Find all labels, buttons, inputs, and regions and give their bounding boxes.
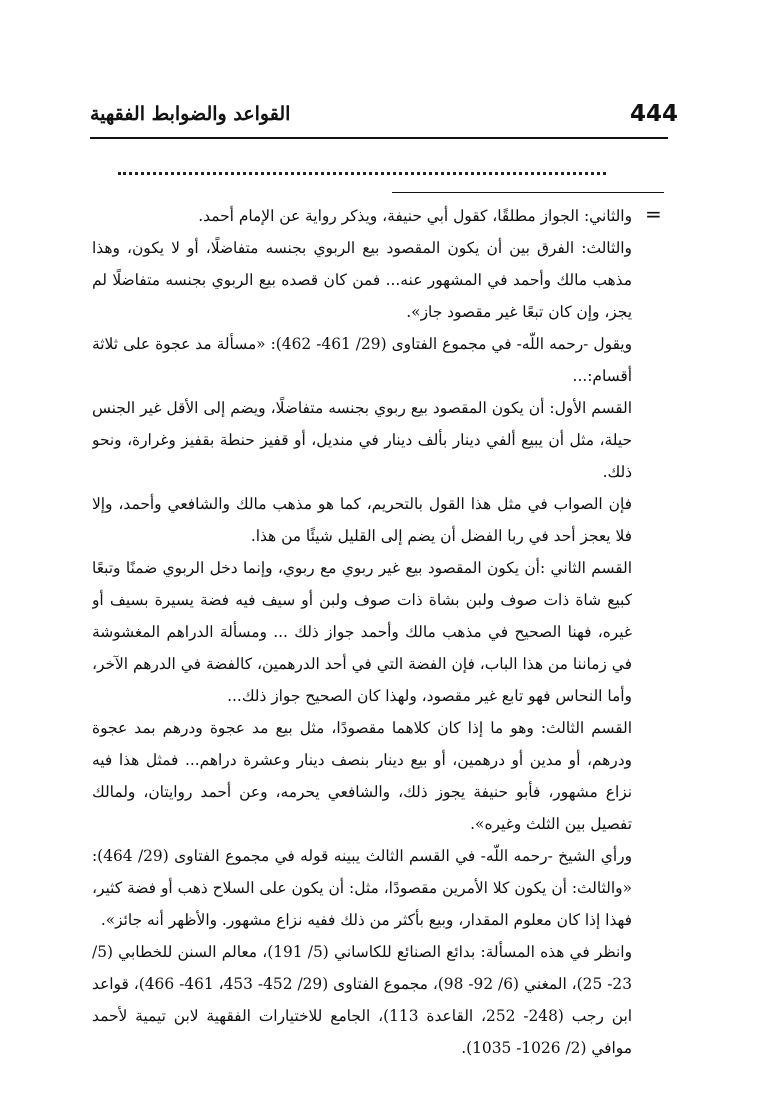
paragraph: فإن الصواب في مثل هذا القول بالتحريم، كما هو مذهب مالك والشافعي وأحمد، وإلا فلا يعجز أحد في ربا الفضل أن يضم إلى القليل شيئًا من هذا. [92, 495, 632, 545]
paragraph: وانظر في هذه المسألة: بدائع الصنائع للكاساني (5/ 191)، معالم السنن للخطابي (5/ 23- 25)، المغني (6/ 92- 98)، مجموع الفتاوى (29/ 452- 453، 461- 466)، قواعد ابن رجب (248- 252، القاعدة 113)، الجامع للاختيارات الفقهية لابن تيمية لأحمد موافي (2/ 1026- 1035). [92, 943, 632, 1057]
page-number: 444 [630, 101, 679, 127]
paragraph: القسم الأول: أن يكون المقصود بيع ربوي بجنسه متفاضلًا، ويضم إلى الأقل غير الجنس حيلة، مثل أن يبيع ألفي دينار بألف دينار في منديل، أو قفيز حنطة بقفيز وغرارة، ونحو ذلك. [92, 399, 632, 481]
continuation-mark: = [645, 202, 662, 226]
page-header [90, 92, 679, 136]
header-rule [90, 137, 668, 139]
paragraph: القسم الثالث: وهو ما إذا كان كلاهما مقصودًا، مثل بيع مد عجوة ودرهم بمد عجوة ودرهم، أو مدين أو درهمين، أو بيع دينار بنصف دينار وعشرة دراهم... فمثل هذا فيه نزاع مشهور، فأبو حنيفة يجوز ذلك، والشافعي يحرمه، وعن أحمد روايتان، ولمالك تفصيل بين الثلث وغيره». [92, 719, 632, 833]
running-title: القواعد والضوابط الفقهية [90, 103, 291, 125]
paragraph: القسم الثاني :أن يكون المقصود بيع غير ربوي مع ربوي، وإنما دخل الربوي ضمنًا وتبعًا كبيع شاة ذات صوف ولبن بشاة ذات صوف ولبن أو سيف فيه فضة يسيرة بسيف أو غيره، فهنا الصحيح في مذهب مالك وأحمد جواز ذلك ... ومسألة الدراهم المغشوشة في زماننا من هذا الباب، فإن الفضة التي في أحد الدرهمين، كالفضة في الدرهم الآخر، وأما النحاس فهو تابع غير مقصود، ولهذا كان الصحيح جواز ذلك... [92, 559, 632, 705]
paragraph: والثاني: الجواز مطلقًا، كقول أبي حنيفة، ويذكر رواية عن الإمام أحمد. [198, 207, 632, 225]
paragraph: والثالث: الفرق بين أن يكون المقصود بيع الربوي بجنسه متفاضلًا، أو لا يكون، وهذا مذهب مالك وأحمد في المشهور عنه... فمن كان قصده بيع الربوي بجنسه متفاضلًا لم يجز، وإن كان تبعًا غير مقصود جاز». [92, 239, 632, 321]
footnote-text [92, 200, 632, 1080]
dotted-separator [118, 172, 606, 175]
footnote-rule [392, 192, 664, 193]
paragraph: ويقول -رحمه اللّه- في مجموع الفتاوى (29/ 461- 462): «مسألة مد عجوة على ثلاثة أقسام:... [92, 335, 632, 385]
paragraph: ورأي الشيخ -رحمه اللّه- في القسم الثالث يبينه قوله في مجموع الفتاوى (29/ 464): «والثالث: أن يكون كلا الأمرين مقصودًا، مثل: أن يكون على السلاح ذهب أو فضة كثير، فهذا إذا كان معلوم المقدار، وبيع بأكثر من ذلك ففيه نزاع مشهور. والأظهر أنه جائز». [92, 847, 632, 929]
